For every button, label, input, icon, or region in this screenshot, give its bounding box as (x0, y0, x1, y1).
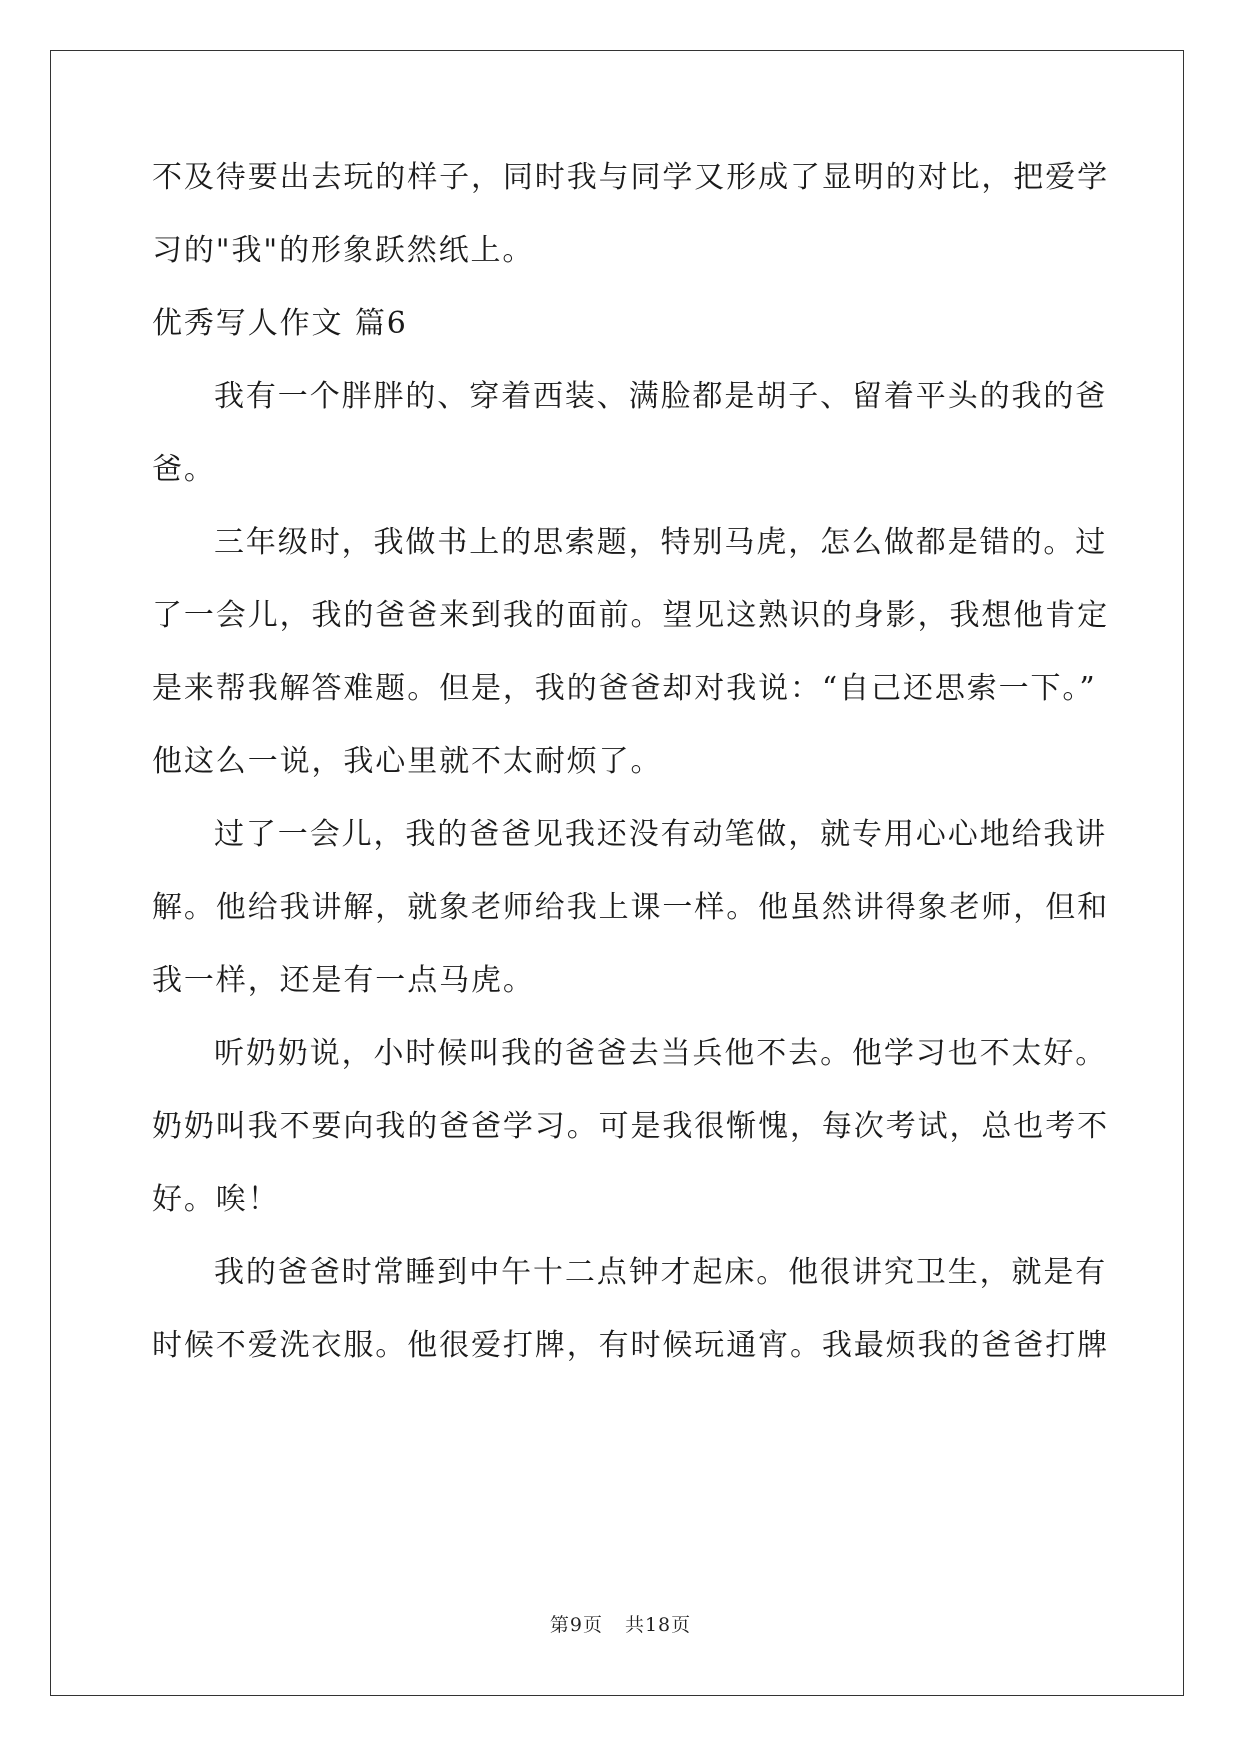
text-line: 爸。 (152, 452, 216, 487)
text-line: 他这么一说，我心里就不太耐烦了。 (152, 744, 663, 779)
text-line: 解。他给我讲解，就象老师给我上课一样。他虽然讲得象老师，但和 (152, 890, 1109, 925)
text-line: 时候不爱洗衣服。他很爱打牌，有时候玩通宵。我最烦我的爸爸打牌 (152, 1328, 1109, 1363)
page-border (50, 50, 1184, 1696)
text-line: 奶奶叫我不要向我的爸爸学习。可是我很惭愧，每次考试，总也考不 (152, 1109, 1109, 1144)
text-line: 了一会儿，我的爸爸来到我的面前。望见这熟识的身影，我想他肯定 (152, 598, 1109, 633)
text-line: 好。唉！ (152, 1182, 280, 1217)
paragraph-start-line: 听奶奶说，小时候叫我的爸爸去当兵他不去。他学习也不太好。 (214, 1036, 1108, 1071)
paragraph-start-line: 过了一会儿，我的爸爸见我还没有动笔做，就专用心心地给我讲 (214, 817, 1108, 852)
text-line: 习的"我"的形象跃然纸上。 (152, 233, 535, 268)
section-heading: 优秀写人作文 篇6 (152, 306, 408, 341)
page-total: 共18页 (624, 1614, 692, 1636)
paragraph-start-line: 三年级时，我做书上的思索题，特别马虎，怎么做都是错的。过 (214, 525, 1108, 560)
page-number: 第9页 (549, 1614, 603, 1636)
page-footer (0, 1610, 1241, 1637)
text-line: 我一样，还是有一点马虎。 (152, 963, 535, 998)
paragraph-start-line: 我有一个胖胖的、穿着西装、满脸都是胡子、留着平头的我的爸 (214, 379, 1108, 414)
text-line: 是来帮我解答难题。但是，我的爸爸却对我说：“自己还思索一下。” (152, 671, 1097, 706)
paragraph-start-line: 我的爸爸时常睡到中午十二点钟才起床。他很讲究卫生，就是有 (214, 1255, 1108, 1290)
text-line: 不及待要出去玩的样子，同时我与同学又形成了显明的对比，把爱学 (152, 160, 1109, 195)
